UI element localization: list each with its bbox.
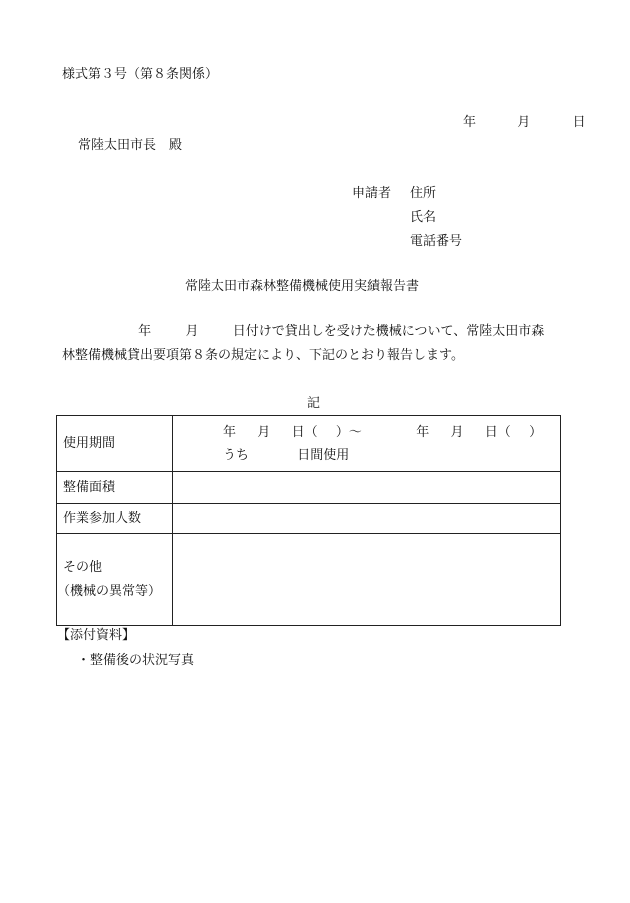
applicant-label: 申請者: [352, 186, 392, 201]
other-value: [173, 534, 561, 626]
table-row-period: [57, 416, 561, 472]
applicant-address-label: 住所: [410, 186, 437, 201]
area-label: 整備面積: [57, 472, 173, 504]
period-start-year: 年: [223, 424, 237, 440]
date-day: 日: [572, 115, 586, 130]
document-title: 常陸太田市森林整備機械使用実績報告書: [185, 279, 420, 294]
date-year: 年: [463, 115, 477, 130]
people-label: 作業参加人数: [57, 504, 173, 534]
other-label-line-1: その他: [63, 560, 103, 575]
period-end-weekday-close: ）: [529, 424, 543, 440]
period-start-month: 月: [257, 424, 271, 440]
body-year: 年: [138, 324, 152, 339]
period-label: 使用期間: [57, 416, 173, 472]
body-line-1: [62, 325, 544, 338]
table-row-other: [57, 534, 561, 626]
other-label-line-2: （機械の異常等）: [57, 584, 162, 599]
table-row-people: [57, 504, 561, 534]
body-line-2: 林整備機械貸出要項第８条の規定により、下記のとおり報告します。: [62, 348, 464, 363]
body-text: [62, 325, 544, 373]
period-end-month: 月: [450, 424, 464, 440]
period-start-weekday-close: ）～: [335, 424, 362, 440]
people-value: [173, 504, 561, 534]
period-line-2: [223, 449, 560, 462]
form-number: 様式第３号（第８条関係）: [62, 67, 219, 82]
attachments-title: 【添付資料】: [57, 628, 136, 643]
record-table: [56, 415, 561, 626]
area-value: [173, 472, 561, 504]
applicant-name-label: 氏名: [410, 210, 437, 225]
ki-heading: 記: [307, 396, 321, 411]
period-days-prefix: うち: [223, 447, 250, 463]
date-month: 月: [517, 115, 531, 130]
period-end-year: 年: [416, 424, 430, 440]
period-end-day: 日（: [484, 424, 511, 440]
body-month: 月: [185, 324, 199, 339]
addressee: 常陸太田市長 殿: [78, 138, 183, 153]
period-days-suffix: 日間使用: [297, 447, 350, 463]
applicant-phone-label: 電話番号: [410, 234, 463, 249]
other-label: [57, 534, 173, 626]
body-line-1-rest: 日付けで貸出しを受けた機械について、常陸太田市森: [232, 324, 545, 339]
date-line: [463, 116, 586, 129]
table-row-area: [57, 472, 561, 504]
attachment-item: ・整備後の状況写真: [77, 653, 195, 668]
period-value: [173, 416, 561, 472]
applicant-fields: [410, 187, 462, 259]
period-start-day: 日（: [291, 424, 318, 440]
period-line-1: [223, 426, 560, 439]
